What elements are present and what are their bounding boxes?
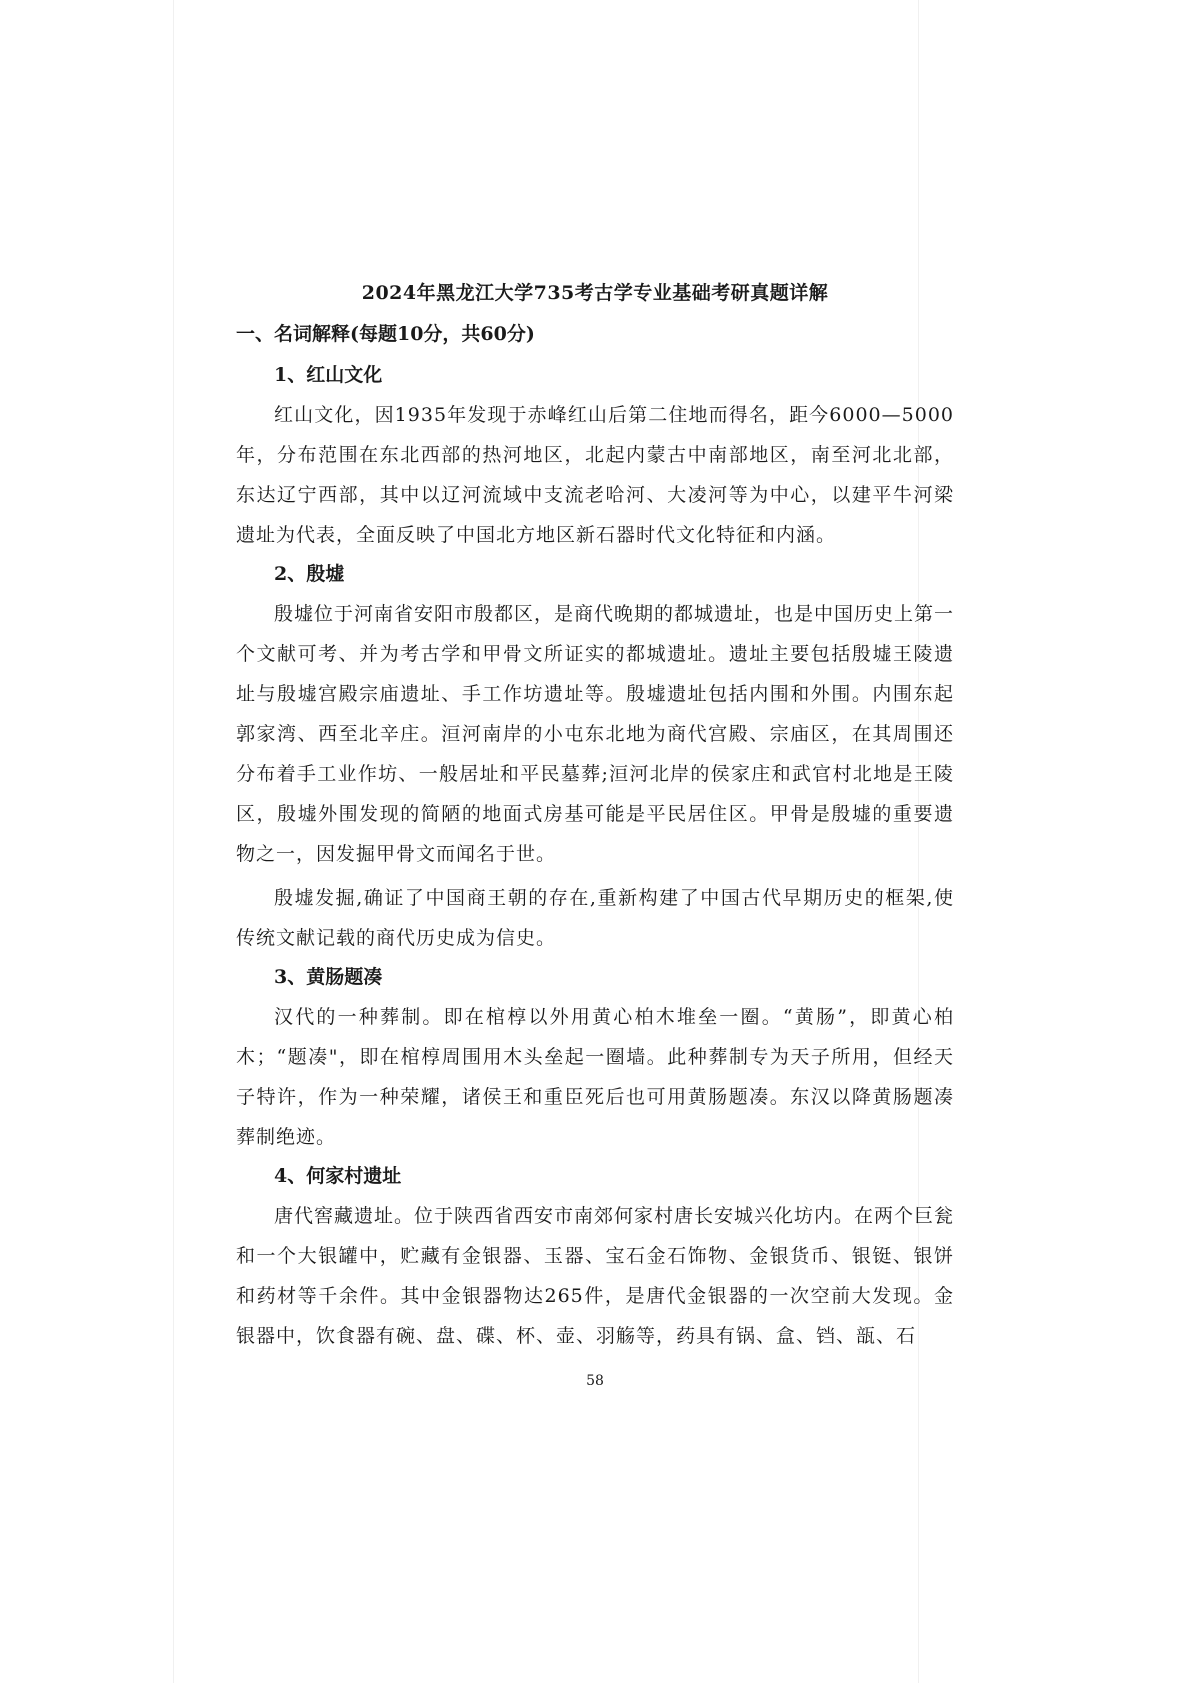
paragraph-huangchang: 汉代的一种葬制。即在棺椁以外用黄心柏木堆垒一圈。“黄肠”，即黄心柏木；“题凑"，即在棺椁周围用木头垒起一圈墙。此种葬制专为天子所用，但经天子特许，作为一种荣耀，诸侯王和重臣死后也可用黄肠题凑。东汉以降黄肠题凑葬制绝迹。 <box>236 1006 954 1148</box>
term-heading-huangchang: 3、黄肠题凑 <box>274 966 383 988</box>
paragraph-yinxu-1: 殷墟位于河南省安阳市殷都区，是商代晚期的都城遗址，也是中国历史上第一个文献可考、并为考古学和甲骨文所证实的都城遗址。遗址主要包括殷墟王陵遗址与殷墟宫殿宗庙遗址、手工作坊遗址等。殷墟遗址包括内围和外围。内围东起郭家湾、西至北辛庄。洹河南岸的小屯东北地为商代宫殿、宗庙区，在其周围还分布着手工业作坊、一般居址和平民墓葬;洹河北岸的侯家庄和武官村北地是王陵区，殷墟外围发现的简陋的地面式房基可能是平民居住区。甲骨是殷墟的重要遗物之一，因发掘甲骨文而闻名于世。 <box>236 603 955 865</box>
paragraph-hejiacun: 唐代窖藏遗址。位于陕西省西安市南郊何家村唐长安城兴化坊内。在两个巨瓮和一个大银罐中，贮藏有金银器、玉器、宝石金石饰物、金银货币、银铤、银饼和药材等千余件。其中金银器物达265件，是唐代金银器的一次空前大发现。金银器中，饮食器有碗、盘、碟、杯、壶、羽觞等，药具有锅、盒、铛、瓿、石 <box>236 1205 955 1347</box>
document-content <box>236 270 954 1360</box>
term-heading-yinxu: 2、殷墟 <box>274 563 345 585</box>
page-number: 58 <box>586 1373 604 1389</box>
term-heading-hejiacun: 4、何家村遗址 <box>274 1165 402 1187</box>
page-edge-left <box>173 0 174 1683</box>
term-heading-hongshan: 1、红山文化 <box>274 364 383 386</box>
document-title: 2024年黑龙江大学735考古学专业基础考研真题详解 <box>361 282 829 304</box>
section-heading: 一、名词解释(每题10分，共60分) <box>236 323 535 345</box>
paragraph-hongshan: 红山文化，因1935年发现于赤峰红山后第二住地而得名，距今6000—5000年，分布范围在东北西部的热河地区，北起内蒙古中南部地区，南至河北北部，东达辽宁西部，其中以辽河流域中支流老哈河、大凌河等为中心，以建平牛河梁遗址为代表，全面反映了中国北方地区新石器时代文化特征和内涵。 <box>236 404 954 546</box>
paragraph-yinxu-2: 殷墟发掘,确证了中国商王朝的存在,重新构建了中国古代早期历史的框架,使传统文献记载的商代历史成为信史。 <box>236 887 954 949</box>
